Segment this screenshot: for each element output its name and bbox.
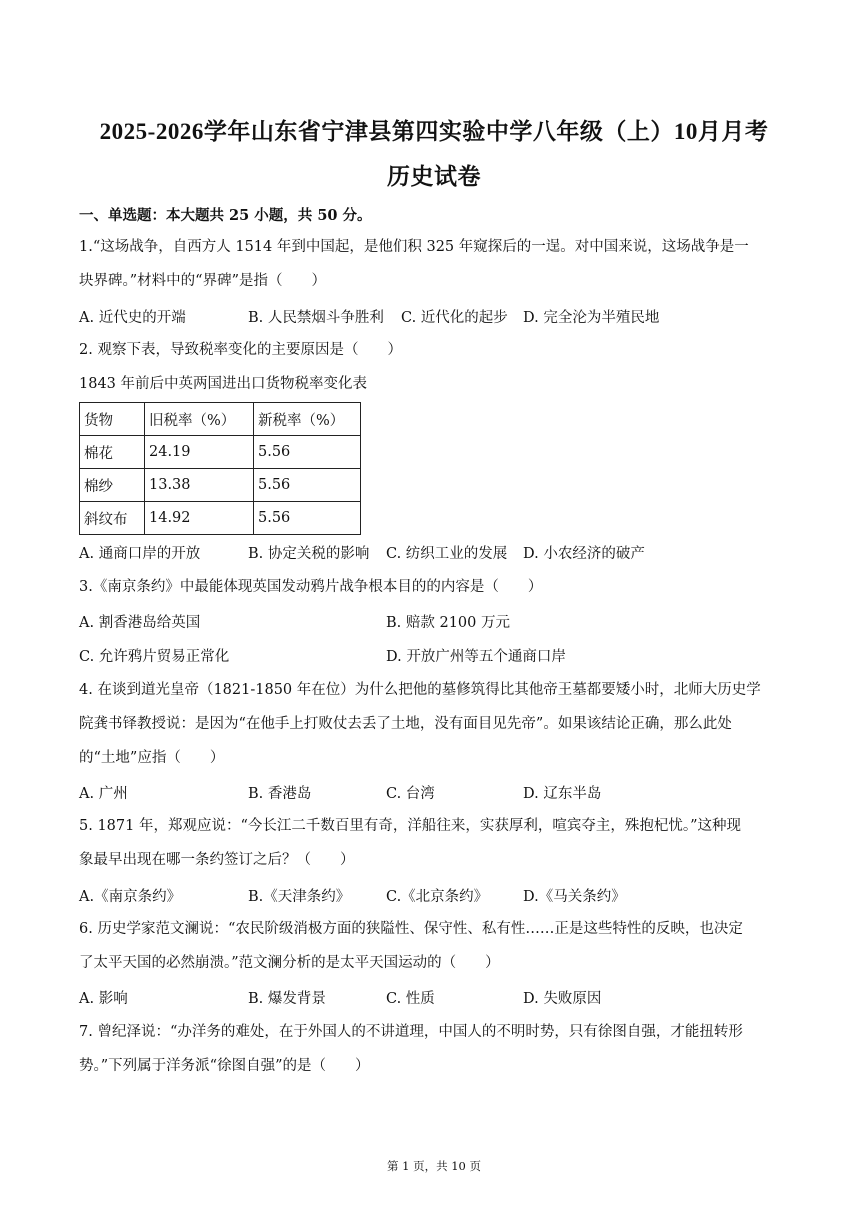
table-cell: 5.56 xyxy=(254,436,361,469)
exam-subtitle: 历史试卷 xyxy=(387,164,481,189)
question-5-text: 象最早出现在哪一条约签订之后？（ ） xyxy=(79,852,355,868)
question-3-option-d: D. 开放广州等五个通商口岸 xyxy=(386,649,566,665)
question-4-text: 4. 在谈到道光皇帝（1821-1850 年在位）为什么把他的墓修筑得比其他帝王墓都要矮小时，北师大历史学 xyxy=(79,682,761,698)
question-5-option-a: A.《南京条约》 xyxy=(79,889,182,905)
exam-title: 2025-2026学年山东省宁津县第四实验中学八年级（上）10月月考 xyxy=(99,119,769,144)
table-caption: 1843 年前后中英两国进出口货物税率变化表 xyxy=(79,376,368,392)
table-row xyxy=(80,436,361,469)
question-2-option-b: B. 协定关税的影响 xyxy=(248,546,370,562)
table-cell: 14.92 xyxy=(145,502,254,535)
question-1-text: 块界碑。”材料中的“界碑”是指（ ） xyxy=(79,273,326,289)
question-4-option-b: B. 香港岛 xyxy=(248,786,312,802)
question-6-option-a: A. 影响 xyxy=(79,991,128,1007)
table-row xyxy=(80,469,361,502)
question-6-option-c: C. 性质 xyxy=(386,991,435,1007)
question-2-option-c: C. 纺织工业的发展 xyxy=(386,546,508,562)
table-header-cell: 旧税率（%） xyxy=(145,403,254,436)
page-footer: 第 1 页，共 10 页 xyxy=(386,1159,482,1173)
question-6-text: 了太平天国的必然崩溃。”范文澜分析的是太平天国运动的（ ） xyxy=(79,955,500,971)
question-3-text: 3.《南京条约》中最能体现英国发动鸦片战争根本目的的内容是（ ） xyxy=(79,579,543,595)
question-7-text: 7. 曾纪泽说：“办洋务的难处，在于外国人的不讲道理，中国人的不明时势，只有徐图自强，才能扭转形 xyxy=(79,1024,743,1040)
question-1-option-d: D. 完全沦为半殖民地 xyxy=(523,310,660,326)
table-cell: 24.19 xyxy=(145,436,254,469)
question-6-option-b: B. 爆发背景 xyxy=(248,991,326,1007)
table-cell: 斜纹布 xyxy=(80,502,145,535)
table-header-row xyxy=(80,403,361,436)
table-cell: 5.56 xyxy=(254,502,361,535)
question-5-option-b: B.《天津条约》 xyxy=(248,889,351,905)
tax-rate-table xyxy=(79,402,361,535)
question-4-text: 的“土地”应指（ ） xyxy=(79,750,225,766)
question-7-text: 势。”下列属于洋务派“徐图自强”的是（ ） xyxy=(79,1058,370,1074)
question-4-option-c: C. 台湾 xyxy=(386,786,435,802)
question-2-text: 2. 观察下表，导致税率变化的主要原因是（ ） xyxy=(79,342,402,358)
table-cell: 13.38 xyxy=(145,469,254,502)
question-3-option-a: A. 割香港岛给英国 xyxy=(79,615,201,631)
question-4-option-d: D. 辽东半岛 xyxy=(523,786,602,802)
question-3-option-c: C. 允许鸦片贸易正常化 xyxy=(79,649,230,665)
table-header-cell: 货物 xyxy=(80,403,145,436)
question-6-option-d: D. 失败原因 xyxy=(523,991,602,1007)
table-cell: 5.56 xyxy=(254,469,361,502)
question-5-option-c: C.《北京条约》 xyxy=(386,889,489,905)
table-row xyxy=(80,502,361,535)
section-heading: 一、单选题：本大题共 25 小题，共 50 分。 xyxy=(79,207,372,224)
question-5-text: 5. 1871 年，郑观应说：“今长江二千数百里有奇，洋船往来，实获厚利，喧宾夺主，殊抱杞忧。”这种现 xyxy=(79,818,742,834)
question-1-option-c: C. 近代化的起步 xyxy=(401,310,508,326)
table-cell: 棉花 xyxy=(80,436,145,469)
question-2-option-d: D. 小农经济的破产 xyxy=(523,546,645,562)
table-cell: 棉纱 xyxy=(80,469,145,502)
question-5-option-d: D.《马关条约》 xyxy=(523,889,626,905)
table-header-cell: 新税率（%） xyxy=(254,403,361,436)
question-3-option-b: B. 赔款 2100 万元 xyxy=(386,615,510,631)
question-4-option-a: A. 广州 xyxy=(79,786,128,802)
question-2-option-a: A. 通商口岸的开放 xyxy=(79,546,201,562)
question-4-text: 院龚书铎教授说：是因为“在他手上打败仗去丢了土地，没有面目见先帝”。如果该结论正确，那么此处 xyxy=(79,716,732,732)
question-6-text: 6. 历史学家范文澜说：“农民阶级消极方面的狭隘性、保守性、私有性……正是这些特性的反映，也决定 xyxy=(79,921,743,937)
question-1-option-a: A. 近代史的开端 xyxy=(79,310,186,326)
question-1-option-b: B. 人民禁烟斗争胜利 xyxy=(248,310,384,326)
question-1-text: 1.“这场战争，自西方人 1514 年到中国起，是他们积 325 年窥探后的一逞。对中国来说，这场战争是一 xyxy=(79,239,749,255)
